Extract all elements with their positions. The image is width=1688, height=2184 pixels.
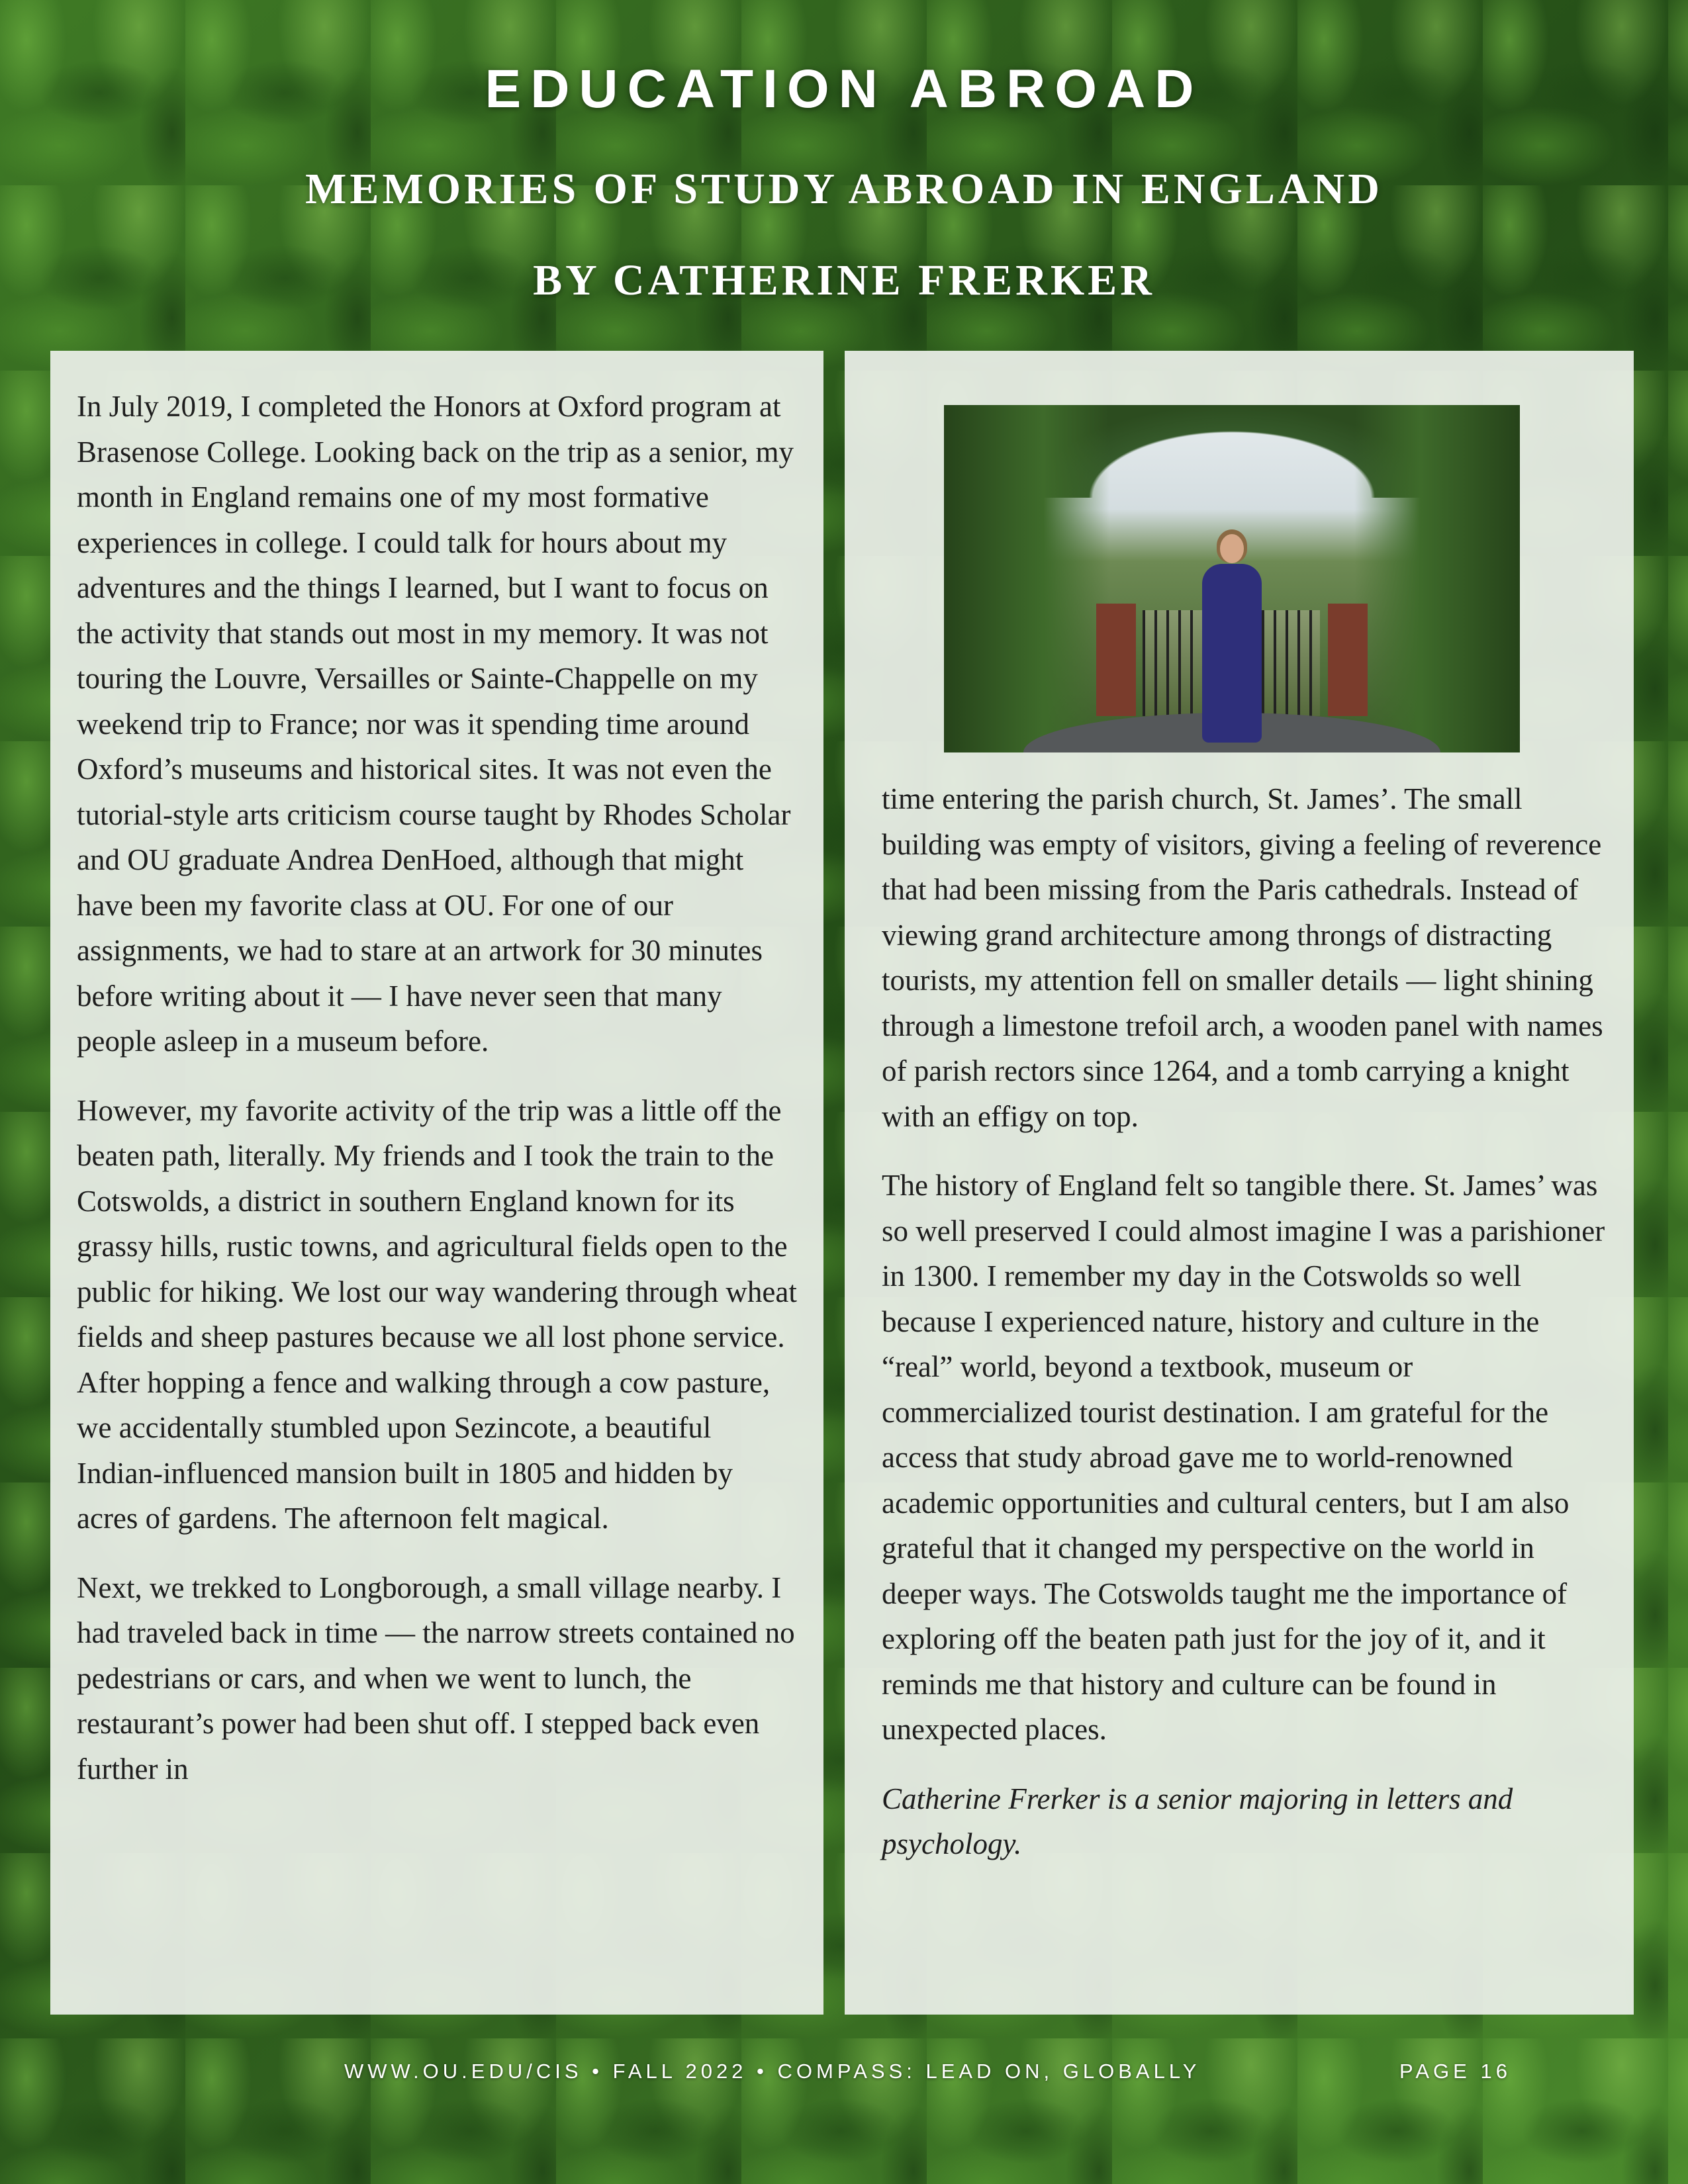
article-paragraph: Next, we trekked to Longborough, a small village nearby. I had traveled back in time — the narrow streets contained no pedestrians or cars, and when we went to lunch, the restaurant’s power had been shut off. I stepped back even further in bbox=[77, 1570, 795, 1786]
garden-arch-photo bbox=[944, 405, 1520, 752]
author-byline: BY CATHERINE FRERKER bbox=[533, 256, 1155, 304]
article-paragraph: time entering the parish church, St. James’. The small building was empty of visitors, giving a feeling of reverence that had been missing from the Paris cathedrals. Instead of viewing grand architecture among throngs of distracting tourists, my attention fell on smaller details — light shining through a limestone trefoil arch, a wooden panel with names of parish rectors since 1264, and a tomb carrying a knight with an effigy on top. bbox=[882, 782, 1603, 1133]
article-paragraph: However, my favorite activity of the trip was a little off the beaten path, literally. My friends and I took the train to the Cotswolds, a district in southern England known for its grassy hills, rustic towns, and agricultural fields open to the public for hiking. We lost our way wandering through wheat fields and sheep pastures because we all lost phone service. After hopping a fence and walking through a cow pasture, we accidentally stumbled upon Sezincote, a beautiful Indian-influenced mansion built in 1805 and hidden by acres of gardens. The afternoon felt magical. bbox=[77, 1093, 797, 1535]
photo-brick-pillar-left bbox=[1096, 604, 1136, 716]
page-number: PAGE 16 bbox=[1399, 2060, 1511, 2083]
article-paragraph: The history of England felt so tangible there. St. James’ was so well preserved I could almost imagine I was a parishioner in 1300. I remember my day in the Cotswolds so well because I experienced nature, history and culture in the “real” world, beyond a textbook, museum or commercialized tourist destination. I am grateful for the access that study abroad gave me to world-renowned academic opportunities and cultural centers, but I am also grateful that it changed my perspective on the world in deeper ways. The Cotswolds taught me the importance of exploring off the beaten path just for the joy of it, and it reminds me that history and culture can be found in unexpected places. bbox=[882, 1169, 1605, 1746]
publication-info: WWW.OU.EDU/CIS • FALL 2022 • COMPASS: LEAD ON, GLOBALLY bbox=[344, 2060, 1201, 2083]
photo-brick-pillar-right bbox=[1328, 604, 1368, 716]
photo-person-face bbox=[1220, 534, 1244, 563]
photo-arch-left-foliage bbox=[944, 405, 1109, 752]
right-text-panel bbox=[845, 351, 1634, 2015]
article-title: MEMORIES OF STUDY ABROAD IN ENGLAND bbox=[305, 165, 1383, 213]
article-paragraph: In July 2019, I completed the Honors at Oxford program at Brasenose College. Looking back on the trip as a senior, my month in England remains one of my most formative experiences in college. I could talk for hours about my adventures and the things I learned, but I want to focus on the activity that stands out most in my memory. It was not touring the Louvre, Versailles or Sainte-Chappelle on my weekend trip to France; nor was it spending time around Oxford’s museums and historical sites. It was not even the tutorial-style arts criticism course taught by Rhodes Scholar and OU graduate Andrea DenHoed, although that might have been my favorite class at OU. For one of our assignments, we had to stare at an artwork for 30 minutes before writing about it — I have never seen that many people asleep in a museum before. bbox=[77, 390, 794, 1058]
author-note: Catherine Frerker is a senior majoring in letters and psychology. bbox=[882, 1782, 1513, 1860]
photo-person-figure bbox=[1202, 564, 1262, 743]
left-text-panel bbox=[50, 351, 823, 2015]
photo-arch-right-foliage bbox=[1354, 405, 1520, 752]
section-title: EDUCATION ABROAD bbox=[485, 59, 1203, 119]
